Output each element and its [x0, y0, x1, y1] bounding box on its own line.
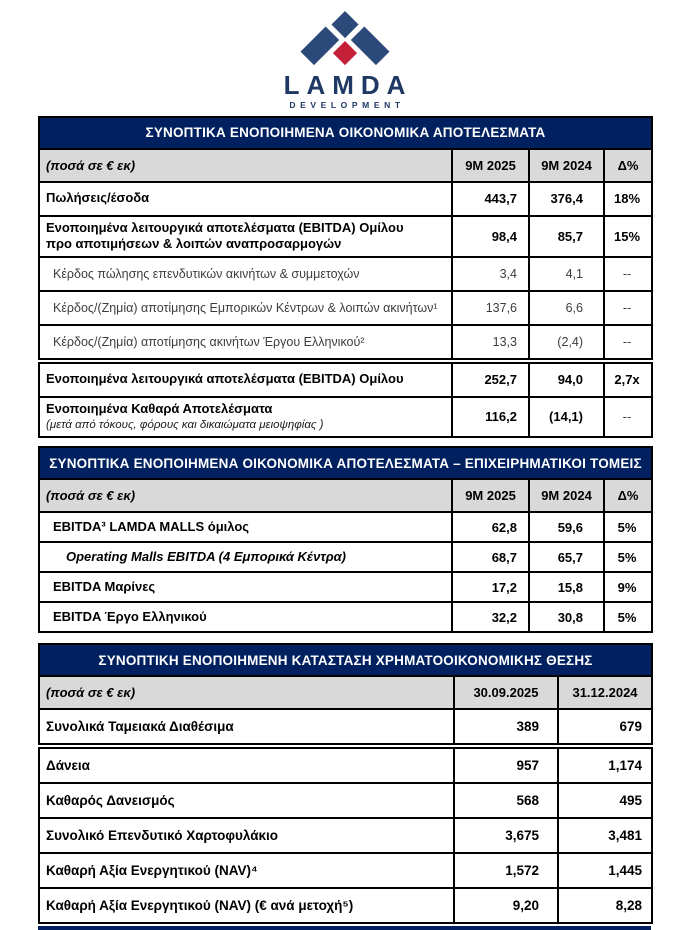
cell-value: 1,572 — [454, 853, 558, 888]
cell-value: (2,4) — [529, 325, 604, 361]
table-row — [39, 818, 652, 853]
row-label: EBITDA³ LAMDA MALLS όμιλος — [39, 512, 452, 542]
column-header: 9M 2024 — [529, 479, 604, 512]
cell-value: 9,20 — [454, 888, 558, 923]
cell-value: 65,7 — [529, 542, 604, 572]
cell-value: 116,2 — [452, 397, 529, 437]
cell-value: -- — [604, 257, 652, 291]
cell-value: 98,4 — [452, 216, 529, 257]
cell-value: -- — [604, 325, 652, 361]
row-label: Καθαρή Αξία Ενεργητικού (NAV) (€ ανά μετοχή⁵) — [39, 888, 454, 923]
lamda-logo — [0, 0, 689, 110]
table-title-row — [39, 447, 652, 479]
table-title-row — [39, 117, 652, 149]
table-row — [39, 512, 652, 542]
cell-value: 568 — [454, 783, 558, 818]
cell-value: -- — [604, 291, 652, 325]
table-row — [39, 746, 652, 783]
cell-value: 13,3 — [452, 325, 529, 361]
cell-value: 18% — [604, 182, 652, 216]
column-header: 30.09.2025 — [454, 676, 558, 709]
column-header: 31.12.2024 — [558, 676, 652, 709]
table-title: ΣΥΝΟΠΤΙΚΗ ΕΝΟΠΟΙΗΜΕΝΗ ΚΑΤΑΣΤΑΣΗ ΧΡΗΜΑΤΟΟΙΚΟΝΟΜΙΚΗΣ ΘΕΣΗΣ — [39, 644, 652, 676]
cell-value: 30,8 — [529, 602, 604, 632]
cell-value: 5% — [604, 602, 652, 632]
row-label: EBITDA Έργο Ελληνικού — [39, 602, 452, 632]
cell-value: 443,7 — [452, 182, 529, 216]
cell-value: 3,481 — [558, 818, 652, 853]
column-header: Δ% — [604, 149, 652, 182]
cell-value: 957 — [454, 746, 558, 783]
row-label: Καθαρή Αξία Ενεργητικού (NAV)⁴ — [39, 853, 454, 888]
bottom-navy-bar — [38, 926, 651, 930]
brand-name: LAMDA — [283, 70, 413, 100]
cell-value: 32,2 — [452, 602, 529, 632]
business-segments-table — [38, 446, 653, 633]
row-label: Operating Malls EBITDA (4 Εμπορικά Κέντρα) — [39, 542, 452, 572]
column-header-row — [39, 676, 652, 709]
table-title: ΣΥΝΟΠΤΙΚΑ ΕΝΟΠΟΙΗΜΕΝΑ ΟΙΚΟΝΟΜΙΚΑ ΑΠΟΤΕΛΕΣΜΑΤΑ — [39, 117, 652, 149]
tables-wrap — [38, 116, 651, 925]
row-label: Πωλήσεις/έσοδα — [39, 182, 452, 216]
row-label: Συνολικά Ταμειακά Διαθέσιμα — [39, 709, 454, 746]
table-row — [39, 216, 652, 257]
cell-value: 137,6 — [452, 291, 529, 325]
cell-value: (14,1) — [529, 397, 604, 437]
cell-value: 94,0 — [529, 361, 604, 397]
table-row — [39, 257, 652, 291]
row-label: Δάνεια — [39, 746, 454, 783]
cell-value: 5% — [604, 512, 652, 542]
cell-value: 5% — [604, 542, 652, 572]
table-row — [39, 397, 652, 437]
table-row — [39, 572, 652, 602]
row-label: Ενοποιημένα λειτουργικά αποτελέσματα (EBITDA) Ομίλου — [39, 361, 452, 397]
cell-value: 1,174 — [558, 746, 652, 783]
row-label: EBITDA Μαρίνες — [39, 572, 452, 602]
row-label: Κέρδος/(Ζημία) αποτίμησης Εμπορικών Κέντρων & λοιπών ακινήτων¹ — [39, 291, 452, 325]
cell-value: -- — [604, 397, 652, 437]
column-header: 9M 2024 — [529, 149, 604, 182]
column-header-row — [39, 479, 652, 512]
table-row — [39, 542, 652, 572]
cell-value: 1,445 — [558, 853, 652, 888]
column-header: 9M 2025 — [452, 149, 529, 182]
row-label: Συνολικό Επενδυτικό Χαρτοφυλάκιο — [39, 818, 454, 853]
lamda-diamonds-icon — [293, 10, 397, 70]
unit-label: (ποσά σε € εκ) — [39, 479, 452, 512]
cell-value: 3,675 — [454, 818, 558, 853]
row-label: Ενοποιημένα λειτουργικά αποτελέσματα (EBITDA) Ομίλου προ αποτιμήσεων & λοιπών αναπροσαρμογών — [39, 216, 452, 257]
cell-value: 252,7 — [452, 361, 529, 397]
table-row — [39, 602, 652, 632]
table-row — [39, 853, 652, 888]
cell-value: 8,28 — [558, 888, 652, 923]
cell-value: 679 — [558, 709, 652, 746]
cell-value: 389 — [454, 709, 558, 746]
brand-subtitle: DEVELOPMENT — [289, 100, 405, 110]
column-header: Δ% — [604, 479, 652, 512]
row-label: Ενοποιημένα Καθαρά Αποτελέσματα (μετά από τόκους, φόρους και δικαιώματα μειοψηφίας ) — [39, 397, 452, 437]
table-row — [39, 783, 652, 818]
cell-value: 17,2 — [452, 572, 529, 602]
cell-value: 9% — [604, 572, 652, 602]
cell-value: 6,6 — [529, 291, 604, 325]
unit-label: (ποσά σε € εκ) — [39, 676, 454, 709]
column-header: 9M 2025 — [452, 479, 529, 512]
cell-value: 3,4 — [452, 257, 529, 291]
table-row — [39, 361, 652, 397]
table-row — [39, 182, 652, 216]
table-row — [39, 291, 652, 325]
consolidated-results-table — [38, 116, 653, 439]
spacer — [38, 633, 651, 643]
table-row — [39, 888, 652, 923]
cell-value: 15,8 — [529, 572, 604, 602]
table-title: ΣΥΝΟΠΤΙΚΑ ΕΝΟΠΟΙΗΜΕΝΑ ΟΙΚΟΝΟΜΙΚΑ ΑΠΟΤΕΛΕΣΜΑΤΑ – ΕΠΙΧΕΙΡΗΜΑΤΙΚΟΙ ΤΟΜΕΙΣ — [39, 447, 652, 479]
cell-value: 15% — [604, 216, 652, 257]
cell-value: 59,6 — [529, 512, 604, 542]
table-title-row — [39, 644, 652, 676]
cell-value: 495 — [558, 783, 652, 818]
column-header-row — [39, 149, 652, 182]
cell-value: 62,8 — [452, 512, 529, 542]
cell-value: 376,4 — [529, 182, 604, 216]
row-label: Καθαρός Δανεισμός — [39, 783, 454, 818]
cell-value: 4,1 — [529, 257, 604, 291]
row-label: Κέρδος/(Ζημία) αποτίμησης ακινήτων Έργου Ελληνικού² — [39, 325, 452, 361]
table-row — [39, 709, 652, 746]
cell-value: 85,7 — [529, 216, 604, 257]
cell-value: 68,7 — [452, 542, 529, 572]
cell-value: 2,7x — [604, 361, 652, 397]
financial-position-table — [38, 643, 653, 924]
table-row — [39, 325, 652, 361]
unit-label: (ποσά σε € εκ) — [39, 149, 452, 182]
row-label: Κέρδος πώλησης επενδυτικών ακινήτων & συμμετοχών — [39, 257, 452, 291]
